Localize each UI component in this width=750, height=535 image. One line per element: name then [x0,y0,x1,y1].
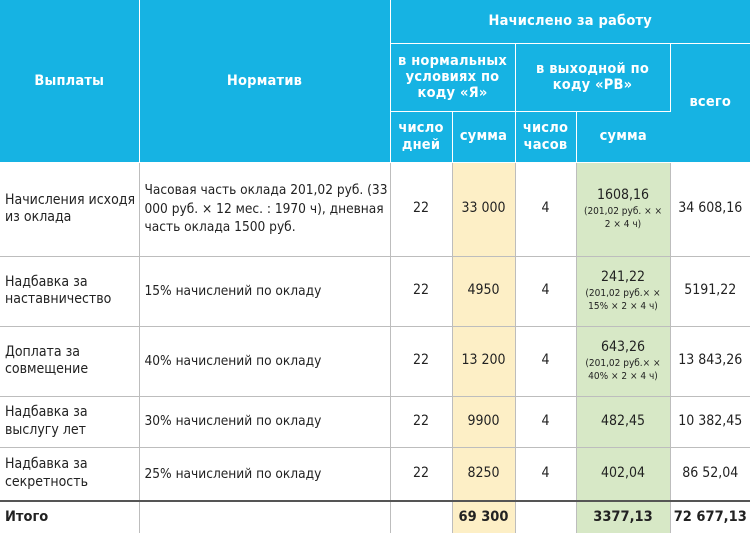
totals-row [0,501,750,533]
header-total: всего [670,43,750,162]
norm-text: 40% начислений по окладу [139,326,390,396]
total-value: 5191,22 [670,256,750,326]
days-value: 22 [390,256,452,326]
norm-text: Часовая часть оклада 201,02 руб. (33 000 руб. × 12 мес. : 1970 ч), дневная часть оклада 1500 руб. [139,162,390,256]
total-value: 10 382,45 [670,396,750,447]
payment-name: Начисления исходя из оклада [0,162,139,256]
payment-name: Надбавка за выслугу лет [0,396,139,447]
normal-sum-value: 13 200 [452,326,515,396]
totals-empty [139,501,390,533]
weekend-sum-value: 643,26 [600,339,646,356]
totals-empty [390,501,452,533]
weekend-sum-value: 402,04 [576,447,670,501]
totals-normal-sum: 69 300 [452,501,515,533]
weekend-sum-calc: (201,02 руб.× × 15% × 2 × 4 ч) [585,287,661,312]
days-value: 22 [390,162,452,256]
weekend-sum-cell [576,162,670,256]
days-value: 22 [390,326,452,396]
table-row [0,396,750,447]
totals-weekend-sum: 3377,13 [576,501,670,533]
hours-value: 4 [515,396,576,447]
header-payments: Выплаты [0,0,139,162]
payment-name: Надбавка за секретность [0,447,139,501]
total-value: 34 608,16 [670,162,750,256]
totals-total: 72 677,13 [670,501,750,533]
payment-name: Надбавка за наставничество [0,256,139,326]
hours-value: 4 [515,162,576,256]
table-row [0,256,750,326]
hours-value: 4 [515,256,576,326]
table-row [0,447,750,501]
table-header [0,0,750,162]
weekend-sum-value: 482,45 [576,396,670,447]
days-value: 22 [390,396,452,447]
totals-empty [515,501,576,533]
days-value: 22 [390,447,452,501]
weekend-sum-value: 241,22 [600,269,646,286]
table-row [0,162,750,256]
header-normal-conditions: в нормальных условиях по коду «Я» [390,43,515,111]
norm-text: 15% начислений по окладу [139,256,390,326]
normal-sum-value: 8250 [452,447,515,501]
weekend-sum-cell [576,326,670,396]
weekend-sum-value: 1608,16 [596,187,650,204]
total-value: 86 52,04 [670,447,750,501]
payment-name: Доплата за совмещение [0,326,139,396]
header-accrued: Начислено за работу [390,0,750,43]
table-body [0,162,750,533]
weekend-sum-calc: (201,02 руб.× × 40% × 2 × 4 ч) [585,357,661,382]
totals-label: Итого [0,501,139,533]
norm-text: 30% начислений по окладу [139,396,390,447]
hours-value: 4 [515,447,576,501]
header-weekend: в выходной по коду «РВ» [515,43,670,111]
norm-text: 25% начислений по окладу [139,447,390,501]
table-row [0,326,750,396]
total-value: 13 843,26 [670,326,750,396]
normal-sum-value: 9900 [452,396,515,447]
weekend-sum-calc: (201,02 руб. × × 2 × 4 ч) [583,205,663,230]
header-sum-weekend: сумма [576,111,670,162]
weekend-sum-cell [576,256,670,326]
header-hours-count: число часов [515,111,576,162]
header-days-count: число дней [390,111,452,162]
header-sum-normal: сумма [452,111,515,162]
normal-sum-value: 33 000 [452,162,515,256]
header-norm: Норматив [139,0,390,162]
normal-sum-value: 4950 [452,256,515,326]
hours-value: 4 [515,326,576,396]
